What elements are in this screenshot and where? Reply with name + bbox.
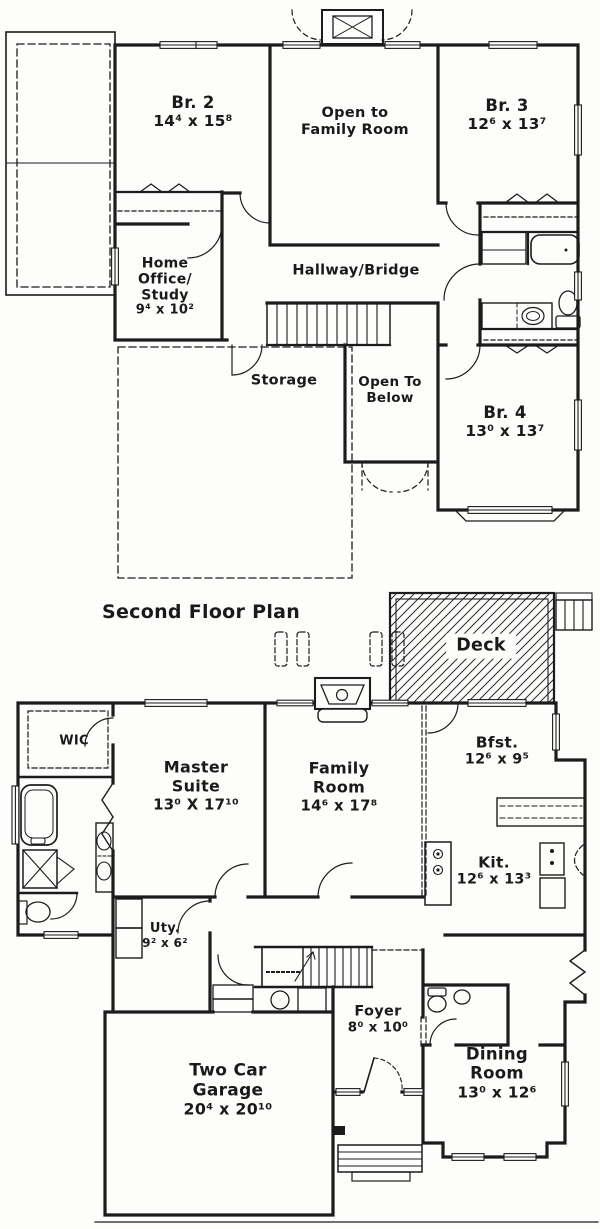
kitchen-island xyxy=(425,842,451,905)
sink-upper xyxy=(522,308,544,325)
room-label-master-suite: Master Suite 13⁰ X 17¹⁰ xyxy=(153,757,239,814)
toilet-tank-powder xyxy=(428,988,446,996)
panel-mark xyxy=(333,1126,345,1135)
toilet-bowl-powder xyxy=(428,996,446,1012)
range xyxy=(540,843,564,875)
room-label-home-office: Home Office/ Study 9⁴ x 10² xyxy=(135,255,195,318)
chimney xyxy=(322,10,383,44)
bathroom-upper-fixtures xyxy=(482,235,580,329)
room-label-kitchen: Kit. 12⁶ x 13³ xyxy=(456,853,532,888)
room-label-open-to-below: Open To Below xyxy=(358,374,422,406)
deck-stairs xyxy=(556,593,592,630)
dashed-doors-upper xyxy=(292,10,428,492)
room-label-br2: Br. 2 14⁴ x 15⁸ xyxy=(153,93,233,131)
roof-outline xyxy=(6,32,115,295)
tub-upper xyxy=(531,235,579,264)
stairs-upper xyxy=(267,303,390,345)
first-floor-plan xyxy=(12,593,598,1222)
room-label-wic: WIC xyxy=(59,733,89,749)
room-label-br4: Br. 4 13⁰ x 13⁷ xyxy=(465,403,545,441)
room-label-storage: Storage xyxy=(250,372,318,389)
stairs-main xyxy=(262,947,372,987)
room-label-garage: Two Car Garage 20⁴ x 20¹⁰ xyxy=(183,1060,273,1119)
second-floor-plan-title: Second Floor Plan xyxy=(102,601,301,623)
mechanical-unit xyxy=(298,988,326,1012)
toilet-bowl-main xyxy=(26,902,50,922)
fireplace xyxy=(315,678,370,722)
second-floor-plan xyxy=(6,10,581,578)
powder-sink xyxy=(454,990,470,1004)
front-entry xyxy=(333,1058,422,1181)
powder-room-fixtures xyxy=(428,988,470,1012)
room-label-dining: Dining Room 13⁰ x 12⁶ xyxy=(457,1044,537,1102)
water-heater xyxy=(271,991,289,1009)
room-label-br3: Br. 3 12⁶ x 13⁷ xyxy=(467,96,547,134)
master-bath-fixtures xyxy=(19,783,113,924)
room-label-foyer: Foyer 8⁰ x 10⁰ xyxy=(347,1003,409,1036)
room-label-hallway-bridge: Hallway/Bridge xyxy=(292,262,420,279)
refrigerator xyxy=(540,878,565,908)
pantry-bifold-doors xyxy=(570,950,585,995)
garage-entry-steps xyxy=(213,985,326,1012)
double-vanity xyxy=(96,823,113,892)
kitchen-fixtures xyxy=(425,798,585,995)
room-label-deck: Deck xyxy=(446,634,516,659)
porch-steps xyxy=(338,1145,422,1181)
front-door-leaf xyxy=(364,1058,374,1092)
doors-upper xyxy=(188,193,480,379)
kitchen-counter xyxy=(497,798,585,826)
utility-appliances xyxy=(116,899,142,958)
room-label-utility: Uty. 9² x 6² xyxy=(142,921,188,951)
room-label-breakfast: Bfst. 12⁶ x 9⁵ xyxy=(464,733,530,768)
room-label-family-room: Family Room 14⁶ x 17⁸ xyxy=(300,758,378,815)
room-label-open-to-family: Open to Family Room xyxy=(301,104,409,138)
